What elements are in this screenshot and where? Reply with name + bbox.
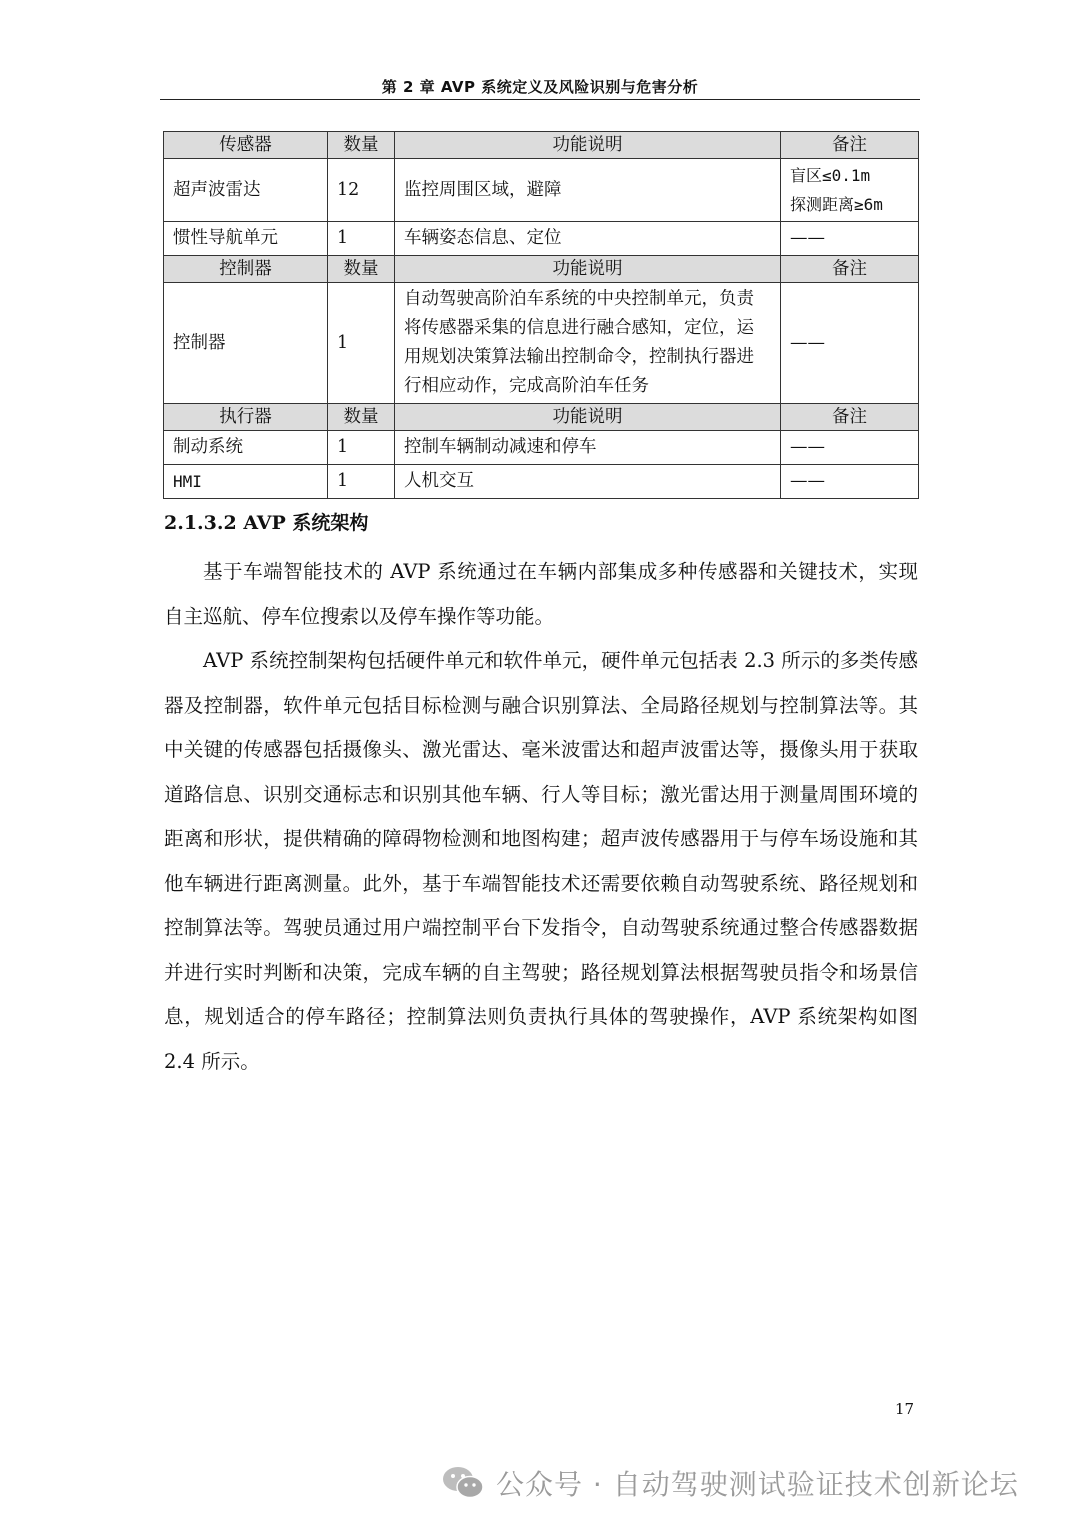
cell-quantity: 12 — [328, 159, 395, 222]
table-row — [164, 222, 919, 256]
cell-note: —— — [781, 465, 919, 499]
table-header-row — [164, 404, 919, 431]
table-row — [164, 283, 919, 404]
table-header-row — [164, 132, 919, 159]
body-text — [164, 550, 918, 1084]
hardware-table — [163, 131, 919, 499]
note-line: 盲区≤0.1m — [790, 166, 871, 185]
cell-note: —— — [781, 283, 919, 404]
note-line: 探测距离≥6m — [790, 195, 883, 214]
column-header: 备注 — [781, 404, 919, 431]
paragraph: AVP 系统控制架构包括硬件单元和软件单元，硬件单元包括表 2.3 所示的多类传感器及控制器，软件单元包括目标检测与融合识别算法、全局路径规划与控制算法等。其中关键的传感器包括摄像头、激光雷达、毫米波雷达和超声波雷达等，摄像头用于获取道路信息、识别交通标志和识别其他车辆、行人等目标；激光雷达用于测量周围环境的距离和形状，提供精确的障碍物检测和地图构建；超声波传感器用于与停车场设施和其他车辆进行距离测量。此外，基于车端智能技术还需要依赖自动驾驶系统、路径规划和控制算法等。驾驶员通过用户端控制平台下发指令，自动驾驶系统通过整合传感器数据并进行实时判断和决策，完成车辆的自主驾驶；路径规划算法根据驾驶员指令和场景信息，规划适合的停车路径；控制算法则负责执行具体的驾驶操作，AVP 系统架构如图 2.4 所示。 — [164, 649, 918, 1073]
cell-note: —— — [781, 222, 919, 256]
column-header: 数量 — [328, 404, 395, 431]
header-rule — [160, 99, 920, 100]
column-header: 备注 — [781, 256, 919, 283]
column-header: 传感器 — [164, 132, 328, 159]
column-header: 功能说明 — [395, 404, 781, 431]
column-header: 备注 — [781, 132, 919, 159]
column-header: 执行器 — [164, 404, 328, 431]
cell-note: —— — [781, 431, 919, 465]
table-row — [164, 431, 919, 465]
table-header-row — [164, 256, 919, 283]
column-header: 数量 — [328, 256, 395, 283]
table-row — [164, 465, 919, 499]
section-heading: 2.1.3.2 AVP 系统架构 — [164, 512, 369, 534]
cell-name: 制动系统 — [164, 431, 328, 465]
cell-name: 惯性导航单元 — [164, 222, 328, 256]
cell-quantity: 1 — [328, 431, 395, 465]
watermark-text: 公众号 · 自动驾驶测试验证技术创新论坛 — [496, 1468, 1019, 1501]
cell-description: 自动驾驶高阶泊车系统的中央控制单元，负责将传感器采集的信息进行融合感知，定位，运用规划决策算法输出控制命令，控制执行器进行相应动作，完成高阶泊车任务 — [395, 283, 781, 404]
column-header: 功能说明 — [395, 256, 781, 283]
cell-name: 超声波雷达 — [164, 159, 328, 222]
page-number: 17 — [895, 1400, 915, 1418]
cell-name: 控制器 — [164, 283, 328, 404]
cell-quantity: 1 — [328, 222, 395, 256]
wechat-icon — [440, 1463, 486, 1503]
cell-description: 人机交互 — [395, 465, 781, 499]
paragraph: 基于车端智能技术的 AVP 系统通过在车辆内部集成多种传感器和关键技术，实现自主巡航、停车位搜索以及停车操作等功能。 — [164, 560, 918, 628]
cell-description: 控制车辆制动减速和停车 — [395, 431, 781, 465]
column-header: 数量 — [328, 132, 395, 159]
cell-quantity: 1 — [328, 465, 395, 499]
cell-description: 车辆姿态信息、定位 — [395, 222, 781, 256]
table-row — [164, 159, 919, 222]
cell-name: HMI — [164, 465, 328, 499]
cell-quantity: 1 — [328, 283, 395, 404]
running-header: 第 2 章 AVP 系统定义及风险识别与危害分析 — [381, 78, 699, 96]
cell-note — [781, 159, 919, 222]
cell-description: 监控周围区域，避障 — [395, 159, 781, 222]
watermark — [440, 1458, 1019, 1508]
column-header: 控制器 — [164, 256, 328, 283]
column-header: 功能说明 — [395, 132, 781, 159]
